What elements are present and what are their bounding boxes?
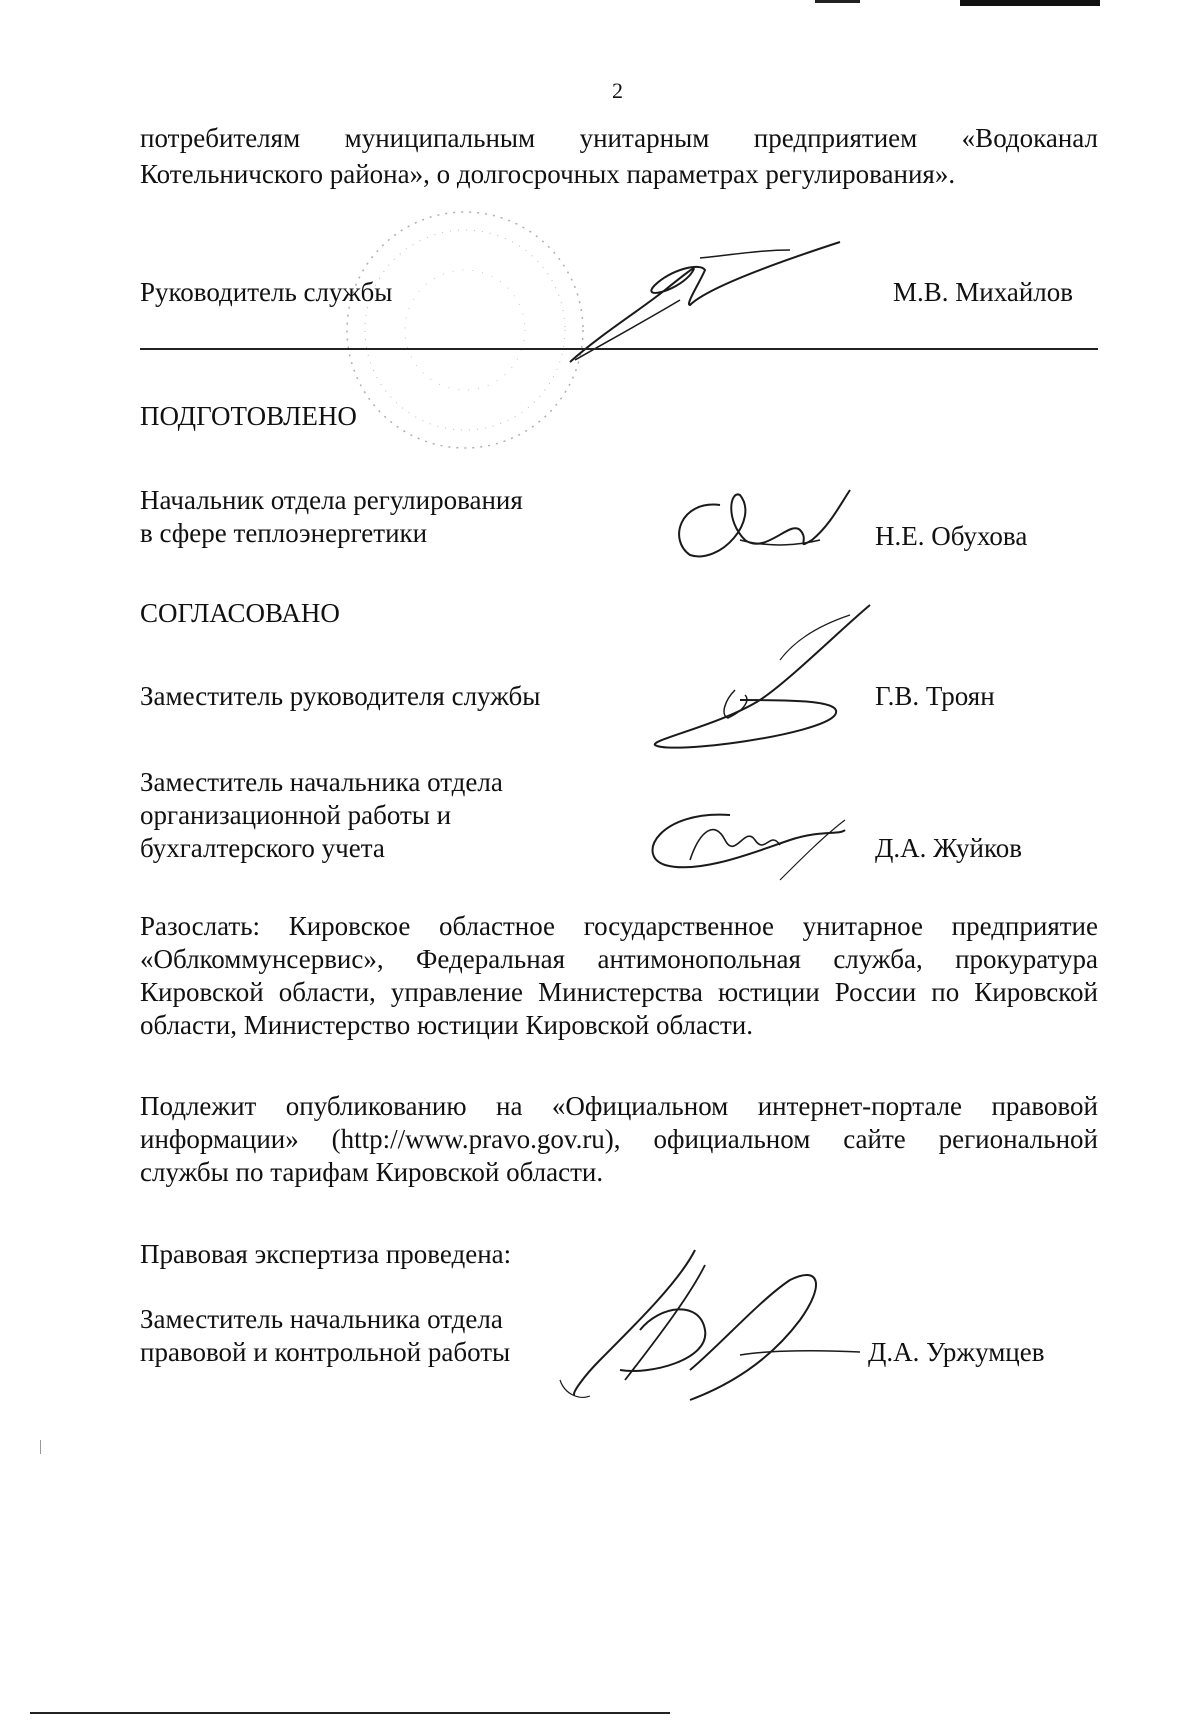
prepared-name: Н.Е. Обухова [875,521,1028,551]
agreed-heading: СОГЛАСОВАНО [140,598,340,628]
prepared-position-line-2: в сфере теплоэнергетики [140,518,428,548]
legal-heading: Правовая экспертиза проведена: [140,1239,512,1269]
page-number: 2 [612,78,623,103]
distribution-line-2: «Облкоммунсервис», Федеральная антимонопольная служба, прокуратура [140,944,1098,974]
intro-line-2: Котельничского района», о долгосрочных параметрах регулирования». [140,159,956,189]
publication-line-3: службы по тарифам Кировской области. [140,1157,604,1187]
legal-position-line-2: правовой и контрольной работы [140,1337,511,1367]
prepared-position-line-1: Начальник отдела регулирования [140,485,523,515]
agreed-signer-2-position-line-1: Заместитель начальника отдела [140,767,503,797]
distribution-line-3: Кировской области, управление Министерства юстиции России по Кировской [140,977,1098,1007]
legal-position-line-1: Заместитель начальника отдела [140,1304,503,1334]
agreed-signer-1-name: Г.В. Троян [875,681,995,711]
distribution-line-4: области, Министерство юстиции Кировской области. [140,1010,753,1040]
prepared-heading: ПОДГОТОВЛЕНО [140,401,357,431]
agreed-signer-1-position: Заместитель руководителя службы [140,681,541,711]
head-position: Руководитель службы [140,277,393,307]
publication-line-1: Подлежит опубликованию на «Официальном интернет-портале правовой [140,1091,1098,1121]
legal-name: Д.А. Уржумцев [868,1337,1045,1367]
agreed-signer-2-name: Д.А. Жуйков [875,833,1022,863]
agreed-signer-2-position-line-2: организационной работы и [140,800,452,830]
agreed-signer-2-position-line-3: бухгалтерского учета [140,833,385,863]
intro-line-1: потребителям муниципальным унитарным предприятием «Водоканал [140,123,1098,153]
distribution-line-1: Разослать: Кировское областное государственное унитарное предприятие [140,911,1098,941]
publication-line-2: информации» (http://www.pravo.gov.ru), официальном сайте региональной [140,1124,1098,1154]
footer-rule [30,1712,670,1714]
margin-mark [40,1440,41,1454]
head-name: М.В. Михайлов [893,277,1074,307]
